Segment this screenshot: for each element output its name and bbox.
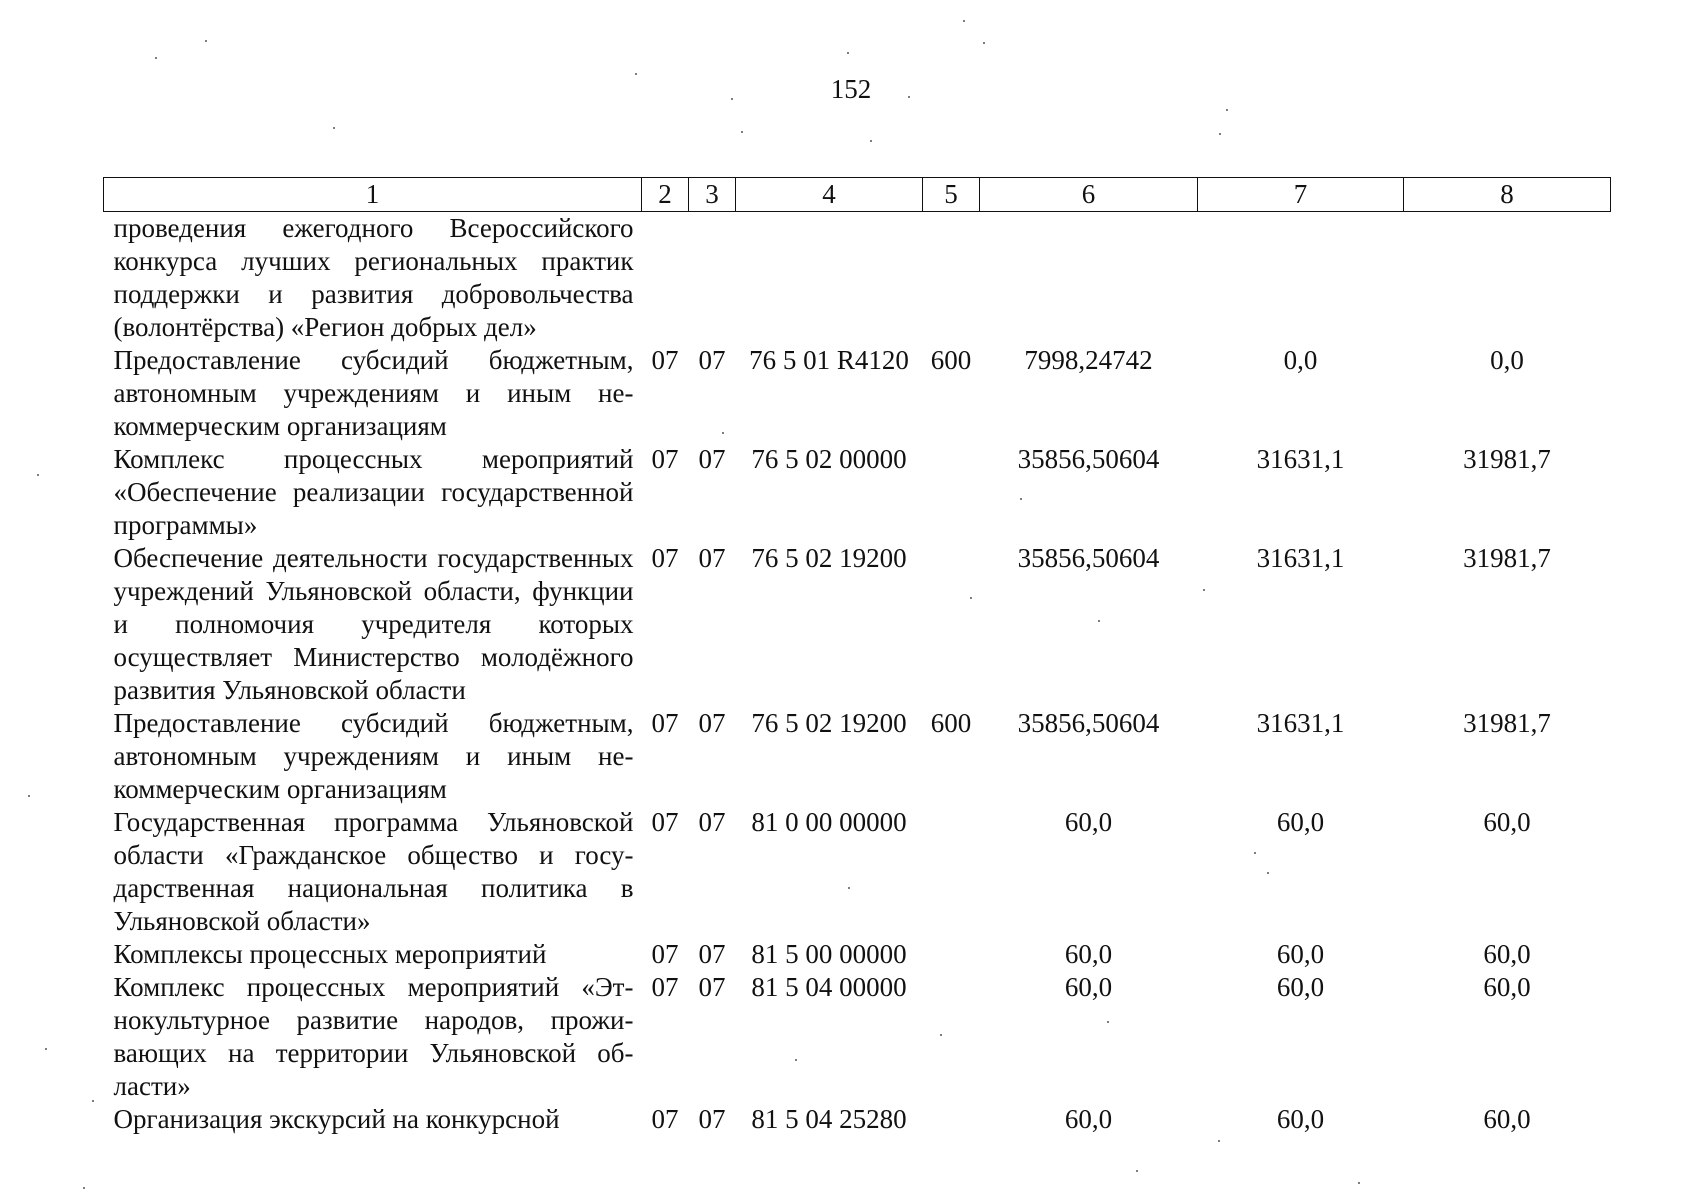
cell-col-5: 600 (930, 708, 972, 738)
scan-speck (635, 73, 637, 75)
cell-col-6: 35856,50604 (1017, 444, 1160, 474)
scan-speck (795, 1059, 797, 1061)
cell-col-8: 60,0 (1483, 1104, 1531, 1134)
cell-col-7: 60,0 (1276, 1104, 1325, 1134)
cell-col-4: 76 5 01 R4120 (749, 345, 909, 375)
scan-speck (1226, 109, 1228, 111)
row-name: Предоставление субсидий бюджетным, автономным учреждениям и иным некоммерческим организациям (113, 708, 634, 804)
scan-speck (963, 20, 965, 22)
row-name: Комплексы процессных мероприятий (113, 939, 547, 969)
scan-speck (1358, 1182, 1360, 1184)
cell-col-6: 60,0 (1064, 939, 1113, 969)
cell-col-7: 31631,1 (1256, 543, 1345, 573)
scan-speck (333, 127, 335, 129)
cell-col-8: 31981,7 (1463, 543, 1551, 573)
column-header-4: 4 (736, 178, 923, 212)
cell-col-5: 600 (930, 345, 972, 375)
column-header-3: 3 (689, 178, 736, 212)
scan-speck (1219, 133, 1221, 135)
cell-col-5 (923, 971, 980, 1103)
budget-table (103, 177, 1611, 1136)
cell-col-5 (923, 938, 980, 971)
scan-speck (92, 1100, 94, 1102)
cell-col-2: 07 (651, 543, 679, 573)
column-header-8: 8 (1404, 178, 1611, 212)
row-name: Комплекс процессных мероприятий «Обеспечение реализации государственной программы» (113, 444, 634, 540)
cell-col-8: 60,0 (1483, 807, 1531, 837)
cell-col-8: 60,0 (1483, 939, 1531, 969)
scan-speck (1098, 620, 1100, 622)
cell-col-8 (1404, 212, 1611, 345)
column-header-7: 7 (1198, 178, 1404, 212)
cell-col-2 (642, 212, 689, 345)
scan-speck (722, 432, 724, 434)
cell-col-5 (923, 806, 980, 938)
scan-speck (1136, 1170, 1138, 1172)
scan-speck (983, 42, 985, 44)
cell-col-4: 81 0 00 00000 (751, 807, 907, 837)
cell-col-6: 60,0 (1064, 807, 1113, 837)
cell-col-3: 07 (698, 939, 726, 969)
cell-col-6: 60,0 (1064, 1104, 1113, 1134)
table-row (104, 971, 1611, 1103)
cell-col-7: 31631,1 (1256, 444, 1345, 474)
cell-col-8: 60,0 (1483, 972, 1531, 1002)
cell-col-6: 7998,24742 (1024, 345, 1153, 375)
cell-col-4: 81 5 04 25280 (751, 1104, 907, 1134)
scan-speck (848, 887, 850, 889)
cell-col-6: 35856,50604 (1017, 708, 1160, 738)
cell-col-6: 35856,50604 (1017, 543, 1160, 573)
cell-col-4: 76 5 02 19200 (751, 708, 907, 738)
cell-col-2: 07 (651, 972, 679, 1002)
cell-col-3 (689, 212, 736, 345)
cell-col-3: 07 (698, 543, 726, 573)
scan-speck (83, 1187, 85, 1189)
table-row (104, 212, 1611, 345)
scan-speck (45, 1048, 47, 1050)
cell-col-7: 60,0 (1276, 972, 1325, 1002)
scan-speck (970, 597, 972, 599)
cell-col-2: 07 (651, 939, 679, 969)
cell-col-6 (980, 212, 1198, 345)
cell-col-3: 07 (698, 972, 726, 1002)
scan-speck (940, 1034, 942, 1036)
row-name: Государственная программа Ульяновской области «Гражданское общество и государственная национальная политика в Ульяновской области» (113, 807, 634, 936)
cell-col-5 (923, 1103, 980, 1136)
cell-col-6: 60,0 (1064, 972, 1113, 1002)
scan-speck (847, 52, 849, 54)
cell-col-5 (923, 212, 980, 345)
table-row (104, 542, 1611, 707)
cell-col-3: 07 (698, 1104, 726, 1134)
cell-col-2: 07 (651, 444, 679, 474)
cell-col-4 (736, 212, 923, 345)
scan-speck (37, 474, 39, 476)
scan-speck (155, 57, 157, 59)
column-number-header-row (104, 178, 1611, 212)
column-header-1: 1 (104, 178, 642, 212)
cell-col-2: 07 (651, 345, 679, 375)
table-row (104, 1103, 1611, 1136)
cell-col-8: 31981,7 (1463, 708, 1551, 738)
scan-speck (1267, 872, 1269, 874)
cell-col-5 (923, 443, 980, 542)
cell-col-8: 0,0 (1490, 345, 1524, 375)
row-name: Организация экскурсий на конкурсной (113, 1104, 560, 1134)
scan-speck (1218, 1140, 1220, 1142)
row-name: Предоставление субсидий бюджетным, автономным учреждениям и иным некоммерческим организациям (113, 345, 634, 441)
scan-speck (1020, 498, 1022, 500)
cell-col-4: 81 5 04 00000 (751, 972, 907, 1002)
cell-col-2: 07 (651, 1104, 679, 1134)
budget-table-container (103, 177, 1610, 1136)
cell-col-2: 07 (651, 708, 679, 738)
row-name: проведения ежегодного Всероссийского конкурса лучших региональных практик поддержки и развития добровольчества (волонтёрства) «Регион добрых дел» (113, 213, 634, 342)
cell-col-7: 0,0 (1283, 345, 1318, 375)
table-row (104, 806, 1611, 938)
cell-col-7 (1198, 212, 1404, 345)
cell-col-3: 07 (698, 807, 726, 837)
cell-col-3: 07 (698, 708, 726, 738)
scan-speck (731, 98, 733, 100)
cell-col-3: 07 (698, 444, 726, 474)
scan-speck (1203, 589, 1205, 591)
table-row (104, 707, 1611, 806)
cell-col-2: 07 (651, 807, 679, 837)
scan-speck (908, 96, 910, 98)
cell-col-5 (923, 542, 980, 707)
column-header-5: 5 (923, 178, 980, 212)
page-number: 152 (830, 74, 872, 104)
column-header-2: 2 (642, 178, 689, 212)
scan-speck (870, 140, 872, 142)
cell-col-7: 60,0 (1276, 807, 1325, 837)
cell-col-7: 60,0 (1276, 939, 1325, 969)
scan-speck (741, 131, 743, 133)
row-name: Комплекс процессных мероприятий «Этнокультурное развитие народов, проживающих на территории Ульяновской области» (113, 972, 634, 1101)
cell-col-4: 76 5 02 00000 (751, 444, 907, 474)
scan-speck (28, 795, 30, 797)
scan-speck (1254, 852, 1256, 854)
cell-col-4: 76 5 02 19200 (751, 543, 907, 573)
column-header-6: 6 (980, 178, 1198, 212)
cell-col-3: 07 (698, 345, 726, 375)
row-name: Обеспечение деятельности государственных учреждений Ульяновской области, функции и полномочия учредителя которых осуществляет Министерство молодёжного развития Ульяновской области (113, 543, 634, 705)
cell-col-8: 31981,7 (1463, 444, 1551, 474)
scan-speck (205, 40, 207, 42)
table-row (104, 938, 1611, 971)
table-row (104, 443, 1611, 542)
cell-col-7: 31631,1 (1256, 708, 1345, 738)
scan-speck (1107, 1021, 1109, 1023)
table-row (104, 344, 1611, 443)
cell-col-4: 81 5 00 00000 (751, 939, 907, 969)
